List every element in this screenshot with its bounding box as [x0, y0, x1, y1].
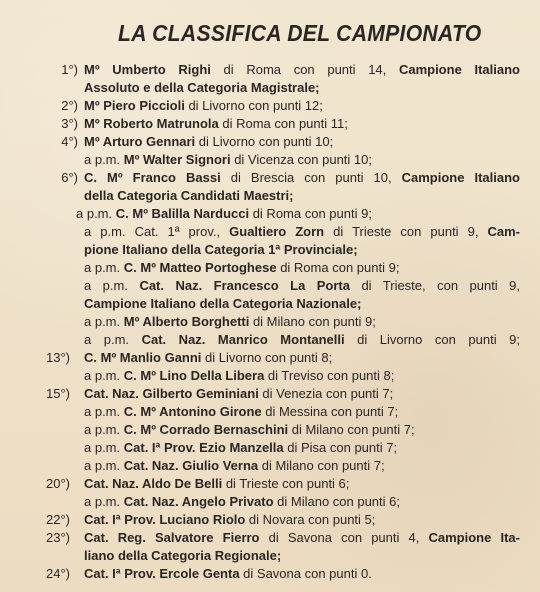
ranking-text	[84, 313, 520, 331]
ranking-text	[84, 511, 520, 529]
ranking-line	[0, 295, 540, 313]
text-segment: di Brescia con punti 10,	[220, 170, 402, 185]
ranking-line	[0, 133, 540, 151]
bold-text-segment: Cat. Iª Prov. Ezio Manzella	[123, 440, 284, 455]
bold-text-segment: Cat. Naz. Manrico Montanelli	[141, 332, 345, 347]
ranking-text	[84, 529, 520, 547]
ranking-text	[84, 385, 520, 403]
bold-text-segment: C. Mº Matteo Portoghese	[123, 260, 277, 275]
rank-number: 3°)	[61, 116, 78, 131]
text-segment: a p.m.	[84, 494, 124, 509]
text-segment: di Roma con punti 11;	[218, 116, 348, 131]
text-segment: di Milano con punti 6;	[273, 494, 400, 509]
rank-number: 2°)	[61, 98, 78, 113]
bold-text-segment: liano della Categoria Regionale;	[84, 548, 282, 563]
text-segment: a p.m.	[84, 314, 124, 329]
rank-number: 6°)	[61, 170, 78, 185]
ranking-text	[84, 277, 520, 295]
bold-text-segment: C. Mº Franco Bassi	[84, 170, 221, 185]
bold-text-segment: Campione Ita-	[428, 530, 520, 545]
text-segment: di Vicenza con punti 10;	[230, 152, 372, 167]
text-segment: di Milano con punti 7;	[288, 422, 415, 437]
ranking-text	[84, 133, 520, 151]
rank-number: 15°)	[46, 386, 70, 401]
rank-number: 24°)	[46, 566, 70, 581]
text-segment: di Venezia con punti 7;	[258, 386, 394, 401]
ranking-line	[0, 151, 540, 169]
ranking-text	[84, 295, 520, 313]
ranking-text	[84, 169, 520, 187]
ranking-text	[84, 493, 520, 511]
text-segment: di Treviso con punti 8;	[264, 368, 395, 383]
text-segment: di Messina con punti 7;	[261, 404, 399, 419]
ranking-text	[84, 403, 520, 421]
bold-text-segment: Mº Alberto Borghetti	[123, 314, 250, 329]
bold-text-segment: Gualtiero Zorn	[229, 224, 325, 239]
text-segment: a p.m.	[84, 260, 124, 275]
ranking-line	[0, 277, 540, 295]
text-segment: di Trieste con punti 9,	[324, 224, 488, 239]
ranking-line	[0, 475, 540, 493]
ranking-line	[0, 97, 540, 115]
rank-number: 1°)	[61, 62, 78, 77]
text-segment: di Trieste con punti 6;	[222, 476, 350, 491]
ranking-line	[0, 61, 540, 79]
text-segment: di Livorno con punti 8;	[201, 350, 333, 365]
page-title: LA CLASSIFICA DEL CAMPIONATO	[118, 20, 482, 46]
bold-text-segment: Cat. Iª Prov. Ercole Genta	[84, 566, 240, 581]
ranking-line	[0, 547, 540, 565]
ranking-text	[84, 439, 520, 457]
text-segment: a p.m.	[84, 368, 124, 383]
ranking-line	[0, 259, 540, 277]
ranking-line	[0, 349, 540, 367]
text-segment: a p.m.	[84, 152, 124, 167]
ranking-text	[84, 565, 520, 583]
ranking-text	[84, 367, 520, 385]
ranking-text	[76, 205, 520, 223]
ranking-line	[0, 223, 540, 241]
ranking-list	[0, 61, 540, 583]
ranking-line	[0, 529, 540, 547]
ranking-text	[84, 151, 520, 169]
ranking-line	[0, 79, 540, 97]
rank-number: 13°)	[46, 350, 70, 365]
bold-text-segment: Campione Italiano	[398, 62, 520, 77]
ranking-text	[84, 115, 520, 133]
text-segment: a p.m.	[84, 458, 124, 473]
bold-text-segment: Cat. Naz. Francesco La Porta	[139, 278, 350, 293]
ranking-line	[0, 169, 540, 187]
bold-text-segment: Mº Piero Piccioli	[84, 98, 185, 113]
text-segment: a p.m.	[84, 278, 140, 293]
ranking-text	[84, 421, 520, 439]
ranking-text	[84, 223, 520, 241]
ranking-line	[0, 385, 540, 403]
ranking-line	[0, 367, 540, 385]
ranking-line	[0, 313, 540, 331]
text-segment: a p.m.	[84, 332, 142, 347]
bold-text-segment: Campione Italiano della Categoria Nazionale;	[84, 296, 362, 311]
ranking-text	[84, 331, 520, 349]
ranking-text	[84, 79, 520, 97]
bold-text-segment: Mº Arturo Gennari	[84, 134, 196, 149]
ranking-text	[84, 241, 520, 259]
ranking-text	[84, 457, 520, 475]
text-segment: di Roma con punti 9;	[249, 206, 372, 221]
ranking-line	[0, 115, 540, 133]
text-segment: di Livorno con punti 12;	[184, 98, 323, 113]
text-segment: di Roma con punti 9;	[276, 260, 400, 275]
bold-text-segment: della Categoria Candidati Maestri;	[84, 188, 294, 203]
bold-text-segment: Campione Italiano	[401, 170, 520, 185]
text-segment: di Milano con punti 9;	[249, 314, 376, 329]
bold-text-segment: C. Mº Balilla Narducci	[115, 206, 250, 221]
text-segment: di Pisa con punti 7;	[283, 440, 398, 455]
ranking-line	[0, 457, 540, 475]
ranking-line	[0, 403, 540, 421]
ranking-text	[84, 187, 520, 205]
bold-text-segment: Mº Umberto Righi	[84, 62, 211, 77]
ranking-text	[84, 97, 520, 115]
ranking-line	[0, 421, 540, 439]
ranking-line	[0, 205, 540, 223]
ranking-line	[0, 241, 540, 259]
bold-text-segment: Cat. Naz. Giulio Verna	[123, 458, 259, 473]
ranking-line	[0, 493, 540, 511]
bold-text-segment: C. Mº Lino Della Libera	[123, 368, 265, 383]
bold-text-segment: C. Mº Corrado Bernaschini	[123, 422, 289, 437]
bold-text-segment: Cat. Naz. Aldo De Belli	[84, 476, 223, 491]
text-segment: di Savona con punti 4,	[259, 530, 429, 545]
bold-text-segment: Cat. Naz. Angelo Privato	[123, 494, 274, 509]
ranking-line	[0, 565, 540, 583]
text-segment: di Novara con punti 5;	[245, 512, 376, 527]
text-segment: a p.m.	[84, 440, 124, 455]
bold-text-segment: C. Mº Manlio Ganni	[84, 350, 202, 365]
text-segment: di Roma con punti 14,	[210, 62, 399, 77]
text-segment: a p.m.	[84, 422, 124, 437]
rank-number: 4°)	[61, 134, 78, 149]
bold-text-segment: Cat. Reg. Salvatore Fierro	[84, 530, 260, 545]
ranking-line	[0, 187, 540, 205]
bold-text-segment: Cat. Iª Prov. Luciano Riolo	[84, 512, 246, 527]
rank-number: 20°)	[46, 476, 70, 491]
bold-text-segment: Mº Roberto Matrunola	[84, 116, 219, 131]
ranking-line	[0, 439, 540, 457]
text-segment: di Savona con punti 0.	[239, 566, 372, 581]
text-segment: di Milano con punti 7;	[258, 458, 385, 473]
text-segment: di Livorno con punti 9;	[344, 332, 520, 347]
text-segment: di Trieste, con punti 9,	[349, 278, 520, 293]
ranking-text	[84, 475, 520, 493]
bold-text-segment: Cat. Naz. Gilberto Geminiani	[84, 386, 259, 401]
bold-text-segment: Cam-	[487, 224, 520, 239]
text-segment: di Livorno con punti 10;	[195, 134, 334, 149]
ranking-line	[0, 511, 540, 529]
text-segment: a p.m.	[84, 404, 124, 419]
ranking-line	[0, 331, 540, 349]
ranking-text	[84, 547, 520, 565]
rank-number: 23°)	[46, 530, 70, 545]
text-segment: a p.m. Cat. 1ª prov.,	[84, 224, 230, 239]
ranking-text	[84, 349, 520, 367]
bold-text-segment: Assoluto e della Categoria Magistrale;	[84, 80, 320, 95]
ranking-text	[84, 259, 520, 277]
bold-text-segment: C. Mº Antonino Girone	[123, 404, 262, 419]
ranking-text	[84, 61, 520, 79]
bold-text-segment: pione Italiano della Categoria 1ª Provinciale;	[84, 242, 358, 257]
text-segment: a p.m.	[76, 206, 116, 221]
bold-text-segment: Mº Walter Signori	[123, 152, 231, 167]
rank-number: 22°)	[46, 512, 70, 527]
